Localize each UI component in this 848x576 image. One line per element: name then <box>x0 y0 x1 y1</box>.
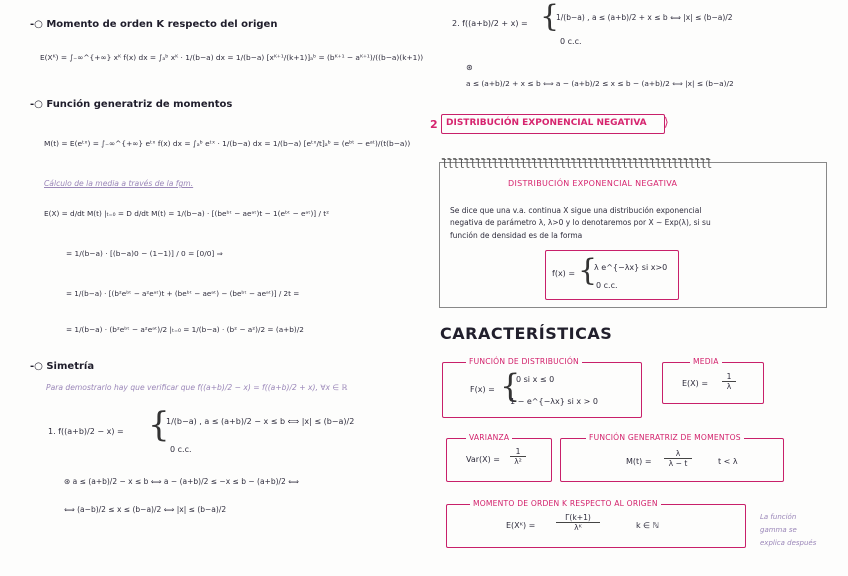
moment-num: Γ(k+1) <box>565 513 591 522</box>
mean-den: λ <box>726 382 732 392</box>
variance-label: VARIANZA <box>466 433 512 442</box>
moment-equation: E(Xᴷ) = ∫₋∞^{+∞} xᴷ f(x) dx = ∫ₐᵇ xᴷ · 1/(b−a) dx = 1/(b−a) [xᴷ⁺¹/(k+1)]ₐᵇ = (bᴷ⁺¹ − aᴷ⁺¹)/((b−a)(k+1)) <box>40 53 424 62</box>
symmetry-1-case2: 0 c.c. <box>170 445 192 454</box>
fgm-label: FUNCIÓN GENERATRIZ DE MOMENTOS <box>586 433 744 442</box>
distribution-case-2: 1 − e^{−λx} si x > 0 <box>510 397 598 406</box>
moment-condition: k ∈ ℕ <box>636 521 660 530</box>
symmetry-star-2: ⟺ (a−b)/2 ≤ x ≤ (b−a)/2 ⟺ |x| ≤ (b−a)/2 <box>64 505 227 514</box>
variance-fraction <box>510 447 526 467</box>
fgm-mean-note: Cálculo de la media a través de la fgm. <box>44 179 194 188</box>
mean-left: E(X) = <box>682 379 709 388</box>
characteristics-title: CARACTERÍSTICAS <box>440 324 613 343</box>
symmetry-2-left: 2. f((a+b)/2 + x) = <box>452 19 528 28</box>
brace-symbol: { <box>500 367 521 405</box>
brace-symbol: { <box>578 253 598 288</box>
moment-left: E(Xᴷ) = <box>506 521 536 530</box>
side-note-2: gamma se <box>760 526 797 534</box>
moment-label: MOMENTO DE ORDEN K RESPECTO AL ORIGEN <box>470 499 661 508</box>
star-icon: ⊛ <box>466 63 473 72</box>
side-note-1: La función <box>760 513 797 521</box>
moment-fraction <box>556 513 600 533</box>
fgm-left: M(t) = <box>626 457 652 466</box>
density-case-2: 0 c.c. <box>596 281 618 290</box>
fgm-den: λ − t <box>668 459 688 469</box>
fgm-condition: t < λ <box>718 457 738 466</box>
distribution-left: F(x) = <box>470 385 495 394</box>
variance-left: Var(X) = <box>466 455 501 464</box>
section-title-moment: -○ Momento de orden K respecto del origen <box>30 19 278 30</box>
variance-num: 1 <box>515 447 521 456</box>
mean-fraction <box>722 372 736 392</box>
section-header-title: DISTRIBUCIÓN EXPONENCIAL NEGATIVA <box>446 118 647 128</box>
mean-label: MEDIA <box>690 357 722 366</box>
brace-symbol: { <box>148 405 170 445</box>
mean-step-4: = 1/(b−a) · (b²eᵇᵗ − a²eᵃᵗ)/2 |ₜ₌₀ = 1/(b−a) · (b² − a²)/2 = (a+b)/2 <box>66 325 304 334</box>
symmetry-2-case1: 1/(b−a) , a ≤ (a+b)/2 + x ≤ b ⟺ |x| ≤ (b−a)/2 <box>556 13 733 22</box>
spiral-binding: ƪƪƪƪƪƪƪƪƪƪƪƪƪƪƪƪƪƪƪƪƪƪƪƪƪƪƪƪƪƪƪƪƪƪƪƪƪƪƪƪƪƪƪƪƪƪƪƪ <box>441 156 711 168</box>
symmetry-1-left: 1. f((a+b)/2 − x) = <box>48 427 124 436</box>
brace-symbol: { <box>540 0 560 34</box>
section-number: 2 <box>430 118 438 131</box>
symmetry-note: Para demostrarlo hay que verificar que f((a+b)/2 − x) = f((a+b)/2 + x), ∀x ∈ ℝ <box>46 383 348 392</box>
mean-num: 1 <box>726 372 732 381</box>
mean-box <box>662 362 764 404</box>
card-text-1: Se dice que una v.a. continua X sigue una distribución exponencial <box>450 206 702 215</box>
distribution-label: FUNCIÓN DE DISTRIBUCIÓN <box>466 357 582 366</box>
density-case-1: λ e^{−λx} si x>0 <box>594 263 668 272</box>
symmetry-star-1: ⊛ a ≤ (a+b)/2 − x ≤ b ⟺ a − (a+b)/2 ≤ −x ≤ b − (a+b)/2 ⟺ <box>64 477 299 486</box>
mean-step-3: = 1/(b−a) · [(b²eᵇᵗ − a²eᵃᵗ)t + (beᵇᵗ − aeᵃᵗ) − (beᵇᵗ − aeᵃᵗ)] / 2t = <box>66 289 300 298</box>
fgm-fraction <box>664 449 692 469</box>
card-title: DISTRIBUCIÓN EXPONENCIAL NEGATIVA <box>508 179 678 188</box>
symmetry-2-star: a ≤ (a+b)/2 + x ≤ b ⟺ a − (a+b)/2 ≤ x ≤ b − (a+b)/2 ⟺ |x| ≤ (b−a)/2 <box>466 79 734 88</box>
fgm-equation: M(t) = E(eᵗˣ) = ∫₋∞^{+∞} eᵗˣ f(x) dx = ∫ₐᵇ eᵗˣ · 1/(b−a) dx = 1/(b−a) [eᵗˣ/t]ₐᵇ = (eᵇᵗ − eᵃᵗ)/(t(b−a)) <box>44 139 411 148</box>
distribution-case-1: 0 si x ≤ 0 <box>516 375 555 384</box>
card-text-2: negativa de parámetro λ, λ>0 y lo denotaremos por X ~ Exp(λ), si su <box>450 218 711 227</box>
symmetry-1-case1: 1/(b−a) , a ≤ (a+b)/2 − x ≤ b ⟺ |x| ≤ (b−a)/2 <box>166 417 355 426</box>
arrow-icon: ⟩ <box>664 115 669 129</box>
mean-step-2: = 1/(b−a) · [(b−a)0 − (1−1)] / 0 = [0/0] ⇒ <box>66 249 223 258</box>
section-title-fgm: -○ Función generatriz de momentos <box>30 99 233 110</box>
fgm-num: λ <box>675 449 681 458</box>
variance-den: λ² <box>514 457 522 467</box>
moment-den: λᴷ <box>574 523 582 533</box>
card-text-3: función de densidad es de la forma <box>450 231 583 240</box>
section-title-symmetry: -○ Simetría <box>30 361 95 372</box>
side-note-3: explica después <box>760 539 817 547</box>
mean-step-1: E(X) = d/dt M(t) |ₜ₌₀ = D d/dt M(t) = 1/(b−a) · [(beᵇᵗ − aeᵃᵗ)t − 1(eᵇᵗ − eᵃᵗ)] / t² <box>44 209 330 218</box>
density-left: f(x) = <box>552 269 576 278</box>
symmetry-2-case2: 0 c.c. <box>560 37 582 46</box>
